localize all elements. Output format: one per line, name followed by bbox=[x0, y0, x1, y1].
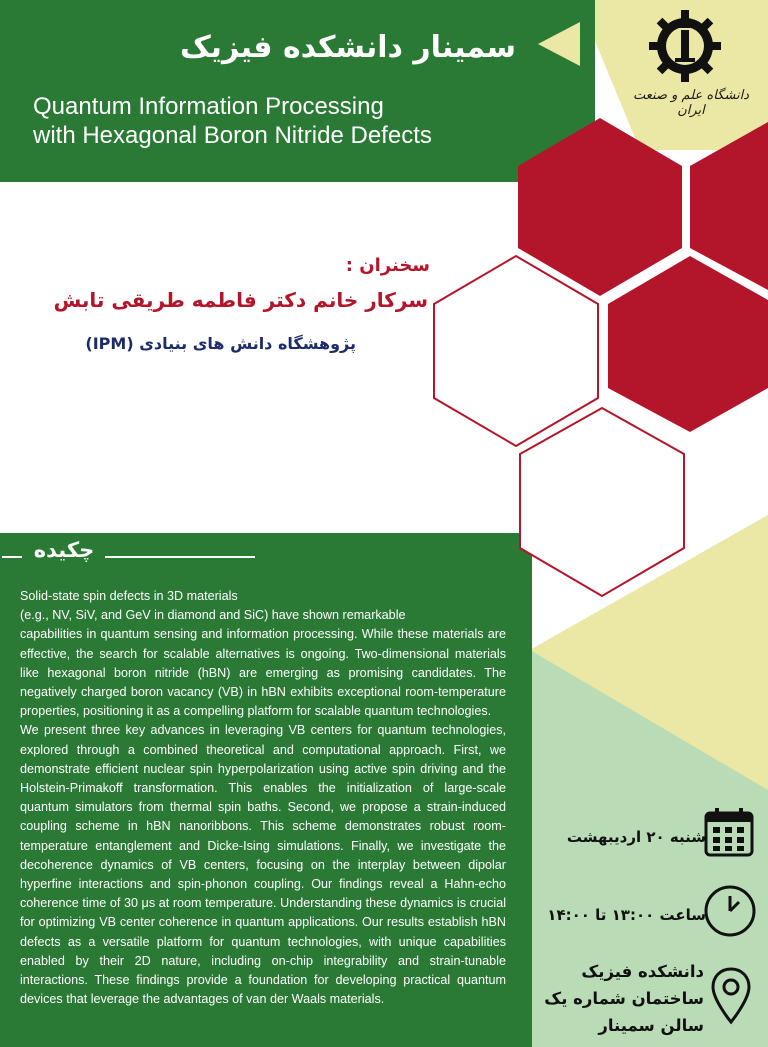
speaker-label: سخنران : bbox=[345, 255, 430, 276]
hexagon-outline-1 bbox=[434, 256, 598, 446]
place-line3: سالن سمینار bbox=[598, 1016, 704, 1035]
abstract-heading bbox=[0, 538, 258, 572]
event-time: ساعت ۱۳:۰۰ تا ۱۴:۰۰ bbox=[547, 906, 706, 924]
hexagon-outline-2 bbox=[520, 408, 684, 596]
abstract-paragraph: Solid-state spin defects in 3D materials bbox=[20, 589, 238, 603]
abstract-paragraph: capabilities in quantum sensing and information processing. While these materials are effective, the search for scalable alternatives is ongoing. Two-dimensional materials like hexagonal boron nitride (hBN) are emerging as promising candidates. The negatively charged boron vacancy (VB) in hBN exhibits exceptional room-temperature properties, positioning it as a compelling platform for scalable quantum technologies. bbox=[20, 627, 506, 719]
place-line1: دانشکده فیزیک bbox=[581, 962, 704, 981]
heading-rule-right bbox=[105, 556, 255, 558]
hexagon-filled-3 bbox=[608, 256, 768, 432]
abstract-heading-text: چکیده bbox=[33, 538, 95, 562]
speaker-affiliation: پژوهشگاه دانش های بنیادی (IPM) bbox=[85, 334, 356, 353]
speaker-name: سرکار خانم دکتر فاطمه طریقی تابش bbox=[53, 288, 428, 312]
seminar-title: سمینار دانشکده فیزیک bbox=[179, 30, 516, 65]
abstract-paragraph: We present three key advances in leveraging VB centers for quantum technologies, explored through a combined theoretical and computational approach. First, we demonstrate efficient nuclear spin hyperpolarization using active spin driving and the Holstein-Primakoff transformation. This enables the initialization of large-scale quantum simulators from thermal spin baths. Second, we propose a strain-induced coupling scheme in hBN nanoribbons. This scheme demonstrates robust room-temperature entanglement and Dicke-Ising simulations. Finally, we investigate the decoherence dynamics of VB centers, focusing on the interplay between dipolar hyperfine interactions and spin-phonon coupling. Our findings reveal a Hahn-echo coherence time of 30 μs at room temperature. Understanding these dynamics is crucial for optimizing VB center coherence in quantum applications. Our results establish hBN defects as a versatile platform for quantum technologies, with unique capabilities enabled by their 2D nature, including on-chip integrability and strain-tunable interactions. These findings provide a foundation for developing practical quantum devices that leverage the advantages of van der Waals materials. bbox=[20, 723, 506, 1007]
location-pin-icon bbox=[710, 966, 752, 1026]
event-place bbox=[484, 958, 704, 1039]
talk-title-line1: Quantum Information Processing bbox=[33, 93, 384, 120]
abstract-body bbox=[20, 587, 506, 1009]
talk-title bbox=[33, 92, 553, 150]
event-date: شنبه ۲۰ اردیبهشت bbox=[566, 828, 706, 846]
calendar-icon bbox=[703, 806, 755, 858]
talk-title-line2: with Hexagonal Boron Nitride Defects bbox=[33, 122, 432, 149]
clock-icon bbox=[703, 884, 757, 938]
university-caption: دانشگاه علم و صنعت ایران bbox=[633, 88, 749, 118]
place-line2: ساختمان شماره یک bbox=[544, 989, 704, 1008]
abstract-paragraph: (e.g., NV, SiV, and GeV in diamond and SiC) have shown remarkable bbox=[20, 608, 406, 623]
heading-rule-left bbox=[2, 556, 22, 558]
